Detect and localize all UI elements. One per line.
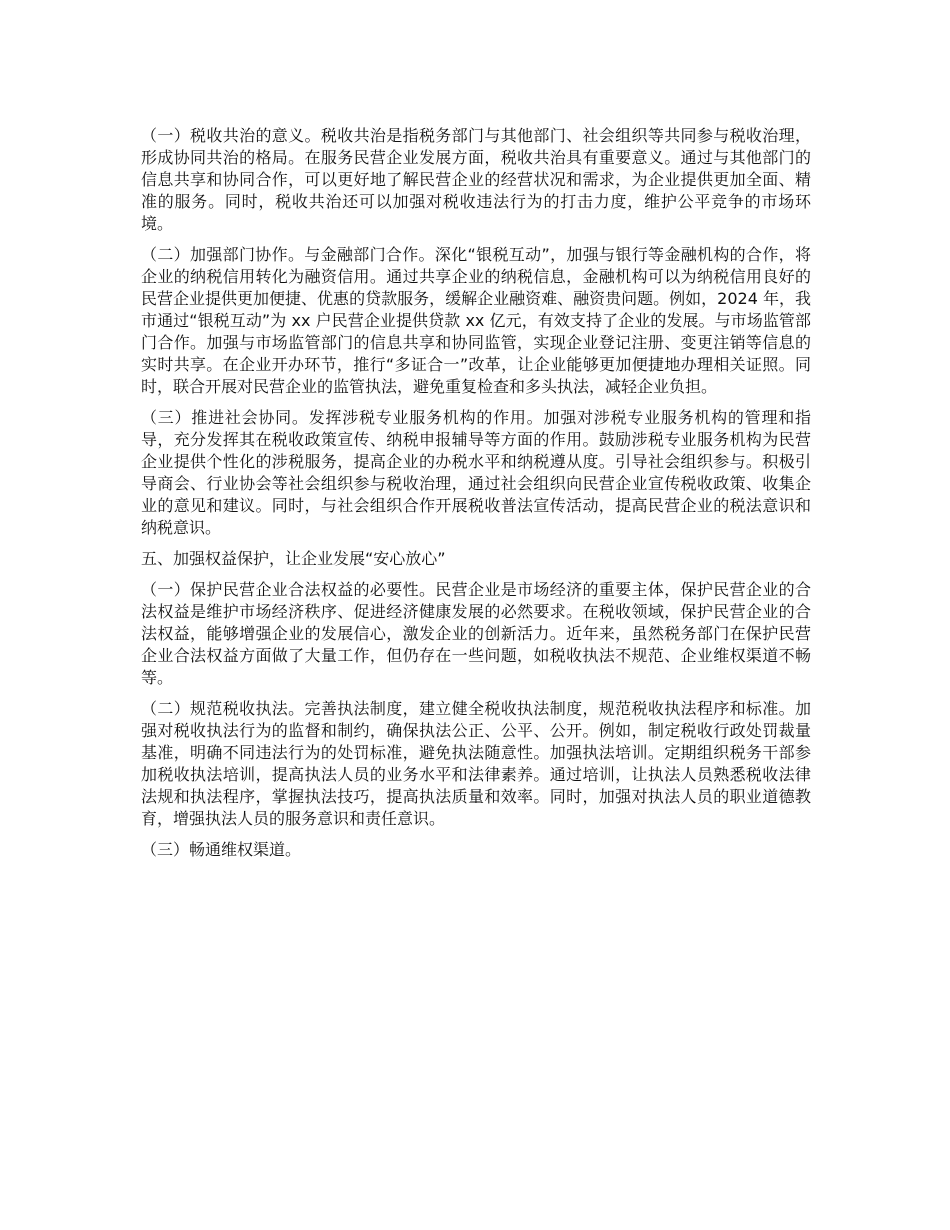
paragraph-department-cooperation: （二）加强部门协作。与金融部门合作。深化“银税互动”，加强与银行等金融机构的合作，将企业的纳税信用转化为融资信用。通过共享企业的纳税信息，金融机构可以为纳税信用良好的民营企业提供更加便捷、优惠的贷款服务，缓解企业融资难、融资贵问题。例如，2024 年，我市通过“银税互动”为 xx 户民营企业提供贷款 xx 亿元，有效支持了企业的发展。与市场监管部门合作。加强与市场监管部门的信息共享和协同监管，实现企业登记注册、变更注销等信息的实时共享。在企业开办环节，推行“多证合一”改革，让企业能够更加便捷地办理相关证照。同时，联合开展对民营企业的监管执法，避免重复检查和多头执法，减轻企业负担。 bbox=[141, 245, 811, 396]
document-body bbox=[141, 125, 811, 870]
paragraph-social-coordination: （三）推进社会协同。发挥涉税专业服务机构的作用。加强对涉税专业服务机构的管理和指导，充分发挥其在税收政策宣传、纳税申报辅导等方面的作用。鼓励涉税专业服务机构为民营企业提供个性化的涉税服务，提高企业的办税水平和纳税遵从度。引导社会组织参与。积极引导商会、行业协会等社会组织参与税收治理，通过社会组织向民营企业宣传税收政策、收集企业的意见和建议。同时，与社会组织合作开展税收普法宣传活动，提高民营企业的税法意识和纳税意识。 bbox=[141, 408, 811, 537]
paragraph-standardize-enforcement: （二）规范税收执法。完善执法制度，建立健全税收执法制度，规范税收执法程序和标准。加强对税收执法行为的监督和制约，确保执法公正、公平、公开。例如，制定税收行政处罚裁量基准，明确不同违法行为的处罚标准，避免执法随意性。加强执法培训。定期组织税务干部参加税收执法培训，提高执法人员的业务水平和法律素养。通过培训，让执法人员熟悉税收法律法规和执法程序，掌握执法技巧，提高执法质量和效率。同时，加强对执法人员的职业道德教育，增强执法人员的服务意识和责任意识。 bbox=[141, 699, 811, 828]
paragraph-rights-channels: （三）畅通维权渠道。 bbox=[141, 840, 302, 859]
section-heading-rights-protection: 五、加强权益保护，让企业发展“安心放心” bbox=[141, 549, 446, 568]
paragraph-tax-co-governance-meaning: （一）税收共治的意义。税收共治是指税务部门与其他部门、社会组织等共同参与税收治理，形成协同共治的格局。在服务民营企业发展方面，税收共治具有重要意义。通过与其他部门的信息共享和协同合作，可以更好地了解民营企业的经营状况和需求，为企业提供更加全面、精准的服务。同时，税收共治还可以加强对税收违法行为的打击力度，维护公平竞争的市场环境。 bbox=[141, 126, 811, 233]
paragraph-rights-protection-necessity: （一）保护民营企业合法权益的必要性。民营企业是市场经济的重要主体，保护民营企业的合法权益是维护市场经济秩序、促进经济健康发展的必然要求。在税收领域，保护民营企业的合法权益，能够增强企业的发展信心，激发企业的创新活力。近年来，虽然税务部门在保护民营企业合法权益方面做了大量工作，但仍存在一些问题，如税收执法不规范、企业维权渠道不畅等。 bbox=[141, 580, 811, 687]
